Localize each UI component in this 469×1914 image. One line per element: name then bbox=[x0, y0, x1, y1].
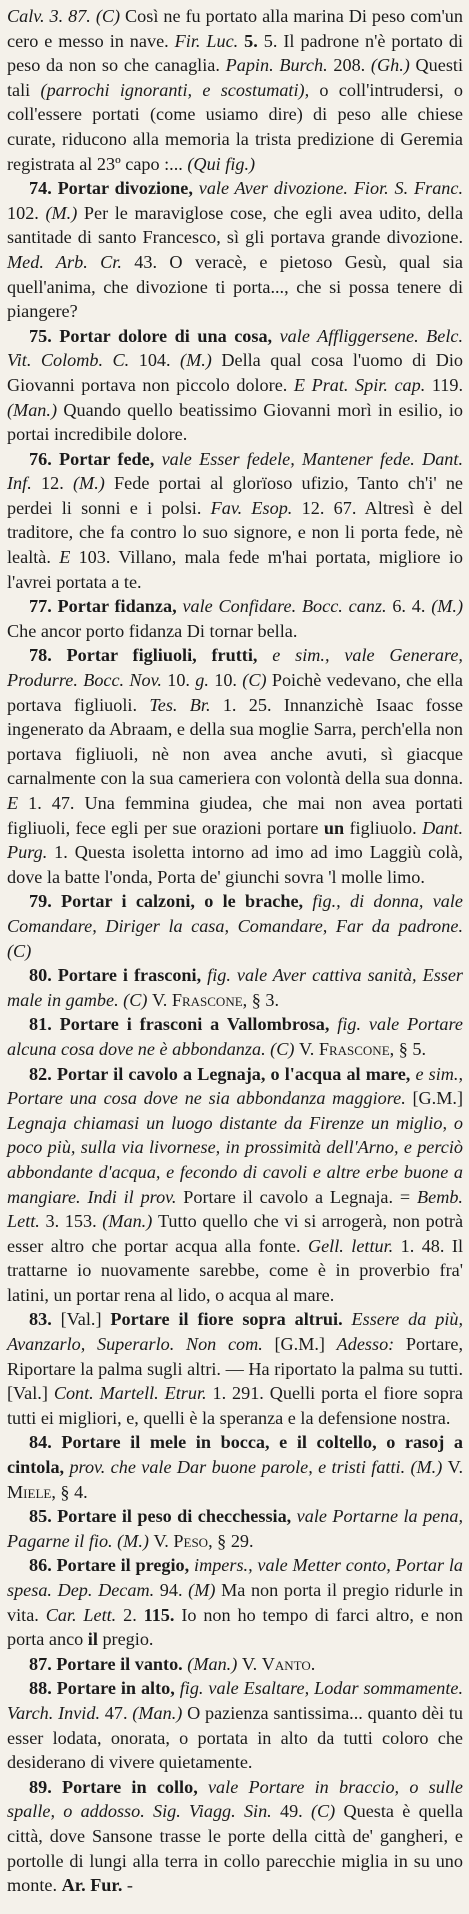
entry-74 bbox=[7, 176, 463, 324]
entry-text-segment: Frascone bbox=[318, 1038, 390, 1059]
entry-text-segment: V. bbox=[447, 1457, 463, 1478]
entry-text-segment: Gell. lettur. bbox=[307, 1235, 401, 1256]
entry-text-segment: 1. Questa isoletta intorno ad imo ad imo Laggiù colà, dove la batte l'onda, Porta de' giunchi sovra 'l molle limo. bbox=[7, 842, 463, 887]
entry-text-segment: (Man.) bbox=[102, 1211, 158, 1232]
entry-text-segment: 49. bbox=[279, 1801, 311, 1822]
entry-text-segment: Vanto bbox=[261, 1653, 311, 1674]
entry-text-segment: (parrochi ignoranti, e scostumati), bbox=[40, 79, 320, 100]
entry-84 bbox=[7, 1430, 463, 1504]
entry-text-segment: V. bbox=[153, 1530, 174, 1551]
entry-text-segment: V. bbox=[298, 1038, 319, 1059]
entry-text-segment: (Man.) bbox=[132, 1702, 188, 1723]
entry-text-segment: 84. Portare il mele in bocca, e il coltello, o rasoj a cintola, bbox=[7, 1432, 463, 1478]
entry-text-segment: vale Aver divozione. Fior. S. Franc. bbox=[198, 178, 463, 199]
entry-text-segment: Car. Lett. bbox=[45, 1604, 124, 1625]
entry-text-segment: (M.) bbox=[45, 202, 84, 223]
entry-text-segment: 78. Portar figliuoli, frutti, bbox=[29, 645, 273, 666]
entry-text-segment: (Man.) bbox=[187, 1653, 242, 1674]
entry-text-segment: [G.M.] bbox=[412, 1088, 463, 1109]
entry-text-segment: Cont. Martell. Etrur. bbox=[53, 1383, 213, 1404]
entry-text-segment: vale Confidare. Bocc. canz. bbox=[182, 596, 393, 617]
entry-text-segment: 89. Portare in collo, bbox=[29, 1776, 208, 1797]
entry-text-segment: 80. Portare i frasconi, bbox=[29, 965, 208, 986]
entry-continuation bbox=[7, 4, 463, 176]
entry-text-segment: , § 29. bbox=[208, 1530, 254, 1551]
entry-text-segment: Tes. Br. bbox=[149, 694, 223, 715]
entry-text-segment: 85. Portare il peso di checchessia, bbox=[29, 1506, 297, 1527]
entry-75 bbox=[7, 324, 463, 447]
entry-85 bbox=[7, 1504, 463, 1553]
entry-text-segment: Portare il cavolo a Legnaja. = bbox=[183, 1186, 418, 1207]
entry-text-segment: 83. bbox=[29, 1309, 61, 1330]
entry-text-segment: - bbox=[122, 1875, 133, 1896]
entry-text-segment: Miele bbox=[7, 1481, 52, 1502]
entry-text-segment: 208. bbox=[333, 55, 371, 76]
entry-77 bbox=[7, 594, 463, 643]
entry-text-segment: 77. Portar fidanza, bbox=[29, 596, 183, 617]
entry-text-segment: il bbox=[87, 1629, 103, 1650]
entry-text-segment: fig. vale Portare alcuna cosa dove ne è abbondanza. (C) bbox=[7, 1014, 463, 1059]
entry-text-segment: . bbox=[310, 1653, 316, 1674]
entry-80 bbox=[7, 963, 463, 1012]
entry-text-segment: Papin. Burch. bbox=[225, 55, 334, 76]
entry-text-segment: 1. 291. Quelli porta el fiore sopra tutti ei migliori, e, quelli è la speranza e la defensione nostra. bbox=[7, 1383, 464, 1428]
entry-text-segment: Portare il fiore sopra altrui. bbox=[110, 1309, 352, 1330]
entry-text-segment: Così ne fu portato alla marina Di peso com'un cero e messo in nave. bbox=[7, 6, 463, 51]
entry-text-segment: Dant. Purg. bbox=[7, 817, 463, 863]
entry-text-segment: g. bbox=[195, 670, 215, 691]
entry-text-segment: 86. Portare il pregio, bbox=[29, 1555, 195, 1576]
entry-text-segment: Per le maraviglose cose, che egli avea udito, della santitade di santo Francesco, sì gli portava grande divozione. bbox=[7, 202, 464, 248]
entry-text-segment: fig. vale Aver cattiva sanità, Esser male in gambe. (C) bbox=[7, 965, 463, 1010]
entry-79 bbox=[7, 889, 463, 963]
entry-text-segment: Frascone bbox=[171, 989, 243, 1010]
entry-text-segment: vale Portarne la pena, Pagarne il fio. (M.) bbox=[7, 1506, 463, 1551]
entry-text-segment: V. bbox=[241, 1653, 262, 1674]
entry-text-segment: (Man.) bbox=[7, 399, 64, 420]
entry-text-segment: 102. bbox=[7, 202, 46, 223]
entry-text-segment: (C) bbox=[310, 1801, 344, 1822]
entry-87 bbox=[7, 1652, 463, 1677]
entry-text-segment: vale Portare in braccio, o sulle spalle, o addosso. Sig. Viagg. Sin. bbox=[7, 1776, 463, 1822]
entry-text-segment: Adesso: bbox=[336, 1334, 406, 1355]
entry-text-segment: fig., di donna, vale Comandare, Diriger la casa, Comandare, Far da padrone. (C) bbox=[7, 891, 464, 961]
entry-text-segment: 94. bbox=[159, 1580, 189, 1600]
entry-text-segment: 74. Portar divozione, bbox=[29, 178, 199, 199]
entry-text-segment: 81. Portare i frasconi a Vallombrosa, bbox=[29, 1014, 338, 1035]
entry-text-segment: 79. Portar i calzoni, o le brache, bbox=[29, 891, 313, 912]
entry-text-segment: 12. 67. Altresì è del traditore, che fa contro lo suo signore, e non li porta fede, nè lealtà. bbox=[7, 497, 463, 568]
entry-text-segment: (Gh.) bbox=[370, 55, 416, 76]
entry-text-segment: Peso bbox=[173, 1530, 209, 1551]
entry-text-segment: 82. Portar il cavolo a Legnaja, o l'acqua al mare, bbox=[29, 1063, 416, 1084]
entry-text-segment: Poichè vedevano, che ella portava figliuoli. bbox=[7, 670, 463, 715]
entry-text-segment: un bbox=[323, 817, 350, 838]
entry-82 bbox=[7, 1062, 463, 1308]
entry-text-segment: Legnaja chiamasi un luogo distante da Firenze un miglio, o poco più, sulla via livornese, in prossimità dell'Arno, e perciò abbondante d'acqua, e fecondo di cavoli e altre erbe buone a mangiare. Indi il prov. bbox=[7, 1112, 463, 1207]
entry-text-segment: 5. bbox=[244, 30, 264, 51]
entry-86 bbox=[7, 1553, 463, 1651]
entry-text-segment: (C) bbox=[242, 670, 272, 691]
entry-text-segment: 2. bbox=[123, 1604, 144, 1625]
entry-text-segment: 47. bbox=[104, 1702, 133, 1723]
entry-text-segment: (M) bbox=[188, 1580, 222, 1600]
entry-text-segment: E bbox=[59, 547, 79, 568]
entry-76 bbox=[7, 447, 463, 595]
entry-text-segment: 88. Portare in alto, bbox=[29, 1678, 180, 1699]
entry-text-segment: V. bbox=[151, 989, 172, 1010]
entry-text-segment: vale Esser fedele, Mantener fede. Dant. Inf. bbox=[7, 448, 464, 494]
entry-text-segment: 104. bbox=[138, 350, 181, 371]
entry-text-segment: , § 5. bbox=[389, 1038, 427, 1059]
entry-text-segment: Quando quello beatissimo Giovanni morì in esilio, io portai incredibile dolore. bbox=[7, 399, 463, 445]
entry-text-segment: o coll'intrudersi, o coll'essere portati (come usiamo dire) di peso alle chiese curate, riducono alla memoria la trista predizione di Geremia registrata al 23º capo :... bbox=[7, 79, 463, 174]
entry-text-segment: Calv. 3. 87. (C) bbox=[7, 6, 126, 26]
entry-text-segment: Tutto quello che vi si arrogerà, non potrà esser altro che portar acqua alla fonte. bbox=[7, 1211, 464, 1256]
entry-text-segment: O pazienza santissima... quanto dèi tu esser lodata, onorata, o portata in alto da tutti coloro che desiderano di vivere quietamente. bbox=[7, 1702, 463, 1773]
entry-text-segment: Fir. Luc. bbox=[174, 30, 245, 51]
entry-text-segment: (M.) bbox=[72, 473, 115, 494]
entry-text-segment: 1. 47. Una femmina giudea, che mai non avea portati figliuoli, fece egli per sue orazioni portare bbox=[7, 793, 463, 838]
entry-text-segment: Della qual cosa l'uomo di Dio Giovanni portava non piccolo dolore. bbox=[7, 350, 464, 395]
entry-88 bbox=[7, 1676, 463, 1774]
entry-text-segment: Fav. Esop. bbox=[210, 497, 302, 518]
entry-text-segment: impers., vale Metter conto, Portar la spesa. Dep. Decam. bbox=[7, 1555, 463, 1600]
entry-text-segment: [G.M.] bbox=[274, 1334, 337, 1355]
entry-text-segment: 115. bbox=[143, 1604, 182, 1625]
entry-text-segment: 87. Portare il vanto. bbox=[29, 1653, 188, 1674]
entry-text-segment: figliuolo. bbox=[349, 817, 423, 838]
entry-text-segment: fig. vale Esaltare, Lodar sommamente. Varch. Invid. bbox=[7, 1678, 463, 1723]
entry-text-segment: Bemb. Lett. bbox=[7, 1186, 463, 1232]
entry-text-segment: (Qui fig.) bbox=[187, 153, 256, 174]
entry-text-segment: Questa è quella città, dove Sansone trasse le porte della città de' gangheri, e portolle di lungi alla terra in collo parecchie miglia in su uno monte. bbox=[7, 1801, 464, 1896]
entry-text-segment: vale Affliggersene. Belc. Vit. Colomb. C. bbox=[7, 325, 464, 371]
entry-text-segment: 43. O veracè, e pietoso Gesù, qual sia quell'anima, che divozione ti porta..., che si possa tenere di piangere? bbox=[7, 251, 463, 322]
entry-text-segment: Fede portai al glorïoso ufizio, Tanto ch'i' ne perdei li sonni e i polsi. bbox=[7, 473, 464, 518]
entry-text-segment: Ar. Fur. bbox=[61, 1875, 123, 1896]
entry-text-segment: pregio. bbox=[102, 1629, 154, 1650]
entry-text-segment: [Val.] bbox=[60, 1309, 111, 1330]
entry-text-segment: 1. 25. Innanzichè Isaac fosse ingenerato da Abraam, e della sua moglie Sarra, perch'ella non portava figliuoli, nè non avea anche avuti, sì giacque carnalmente con la sua cameriera con volontà della sua donna. bbox=[7, 694, 463, 789]
entry-89 bbox=[7, 1775, 463, 1898]
entry-text-segment: 5. Il padrone n'è portato di peso da non so che canaglia. bbox=[7, 30, 463, 76]
entry-78 bbox=[7, 643, 463, 889]
entry-text-segment: 3. 153. bbox=[45, 1211, 103, 1232]
entry-text-segment: 119. bbox=[431, 374, 463, 395]
entry-text-segment: Essere da più, Avanzarlo, Superarlo. Non com. bbox=[7, 1309, 464, 1355]
entry-text-segment: (M.) bbox=[180, 350, 222, 371]
entry-81 bbox=[7, 1012, 463, 1061]
entry-text-segment: Med. Arb. Cr. bbox=[7, 251, 135, 272]
entry-text-segment: e sim., vale Generare, Produrre. Bocc. Nov. bbox=[7, 645, 463, 691]
entry-text-segment: Io non ho tempo di farci altro, e non porta anco bbox=[7, 1604, 463, 1650]
entry-text-segment: prov. che vale Dar buone parole, e tristi fatti. (M.) bbox=[69, 1457, 448, 1478]
entry-text-segment: 10. bbox=[167, 670, 196, 691]
entry-text-segment: Portare, Riportare la palma sugli altri. — Ha riportato la palma su tutti. [Val.] bbox=[7, 1334, 463, 1404]
entry-text-segment: Che ancor porto fidanza Di tornar bella. bbox=[7, 620, 298, 641]
entry-text-segment: 12. bbox=[41, 473, 73, 494]
entry-text-segment: 103. Villano, mala fede m'hai portata, migliore io l'avrei portata a te. bbox=[7, 547, 463, 592]
entry-text-segment: Questi tali bbox=[7, 55, 464, 100]
entry-text-segment: 76. Portar fede, bbox=[29, 448, 162, 469]
entry-text-segment: , § 4. bbox=[51, 1481, 88, 1502]
entry-text-segment: , § 3. bbox=[242, 989, 280, 1010]
entry-83 bbox=[7, 1307, 463, 1430]
entry-text-segment: 10. bbox=[214, 670, 243, 691]
entry-text-segment: E Prat. Spir. cap. bbox=[293, 374, 432, 395]
entry-text-segment: 75. Portar dolore di una cosa, bbox=[29, 325, 280, 346]
entry-text-segment: E bbox=[7, 793, 29, 813]
entry-text-segment: Ma non porta il pregio ridurle in vita. bbox=[7, 1580, 464, 1625]
entry-text-segment: 6. 4. bbox=[392, 596, 432, 617]
entry-text-segment: 1. 48. Il trattarne io nuovamente sarebbe, come è in proverbio fra' latini, un portar rena al lido, o acqua al mare. bbox=[7, 1235, 463, 1305]
entry-text-segment: e sim., Portare una cosa dove ne sia abbondanza maggiore. bbox=[7, 1063, 463, 1109]
entry-text-segment: (M.) bbox=[431, 596, 463, 617]
